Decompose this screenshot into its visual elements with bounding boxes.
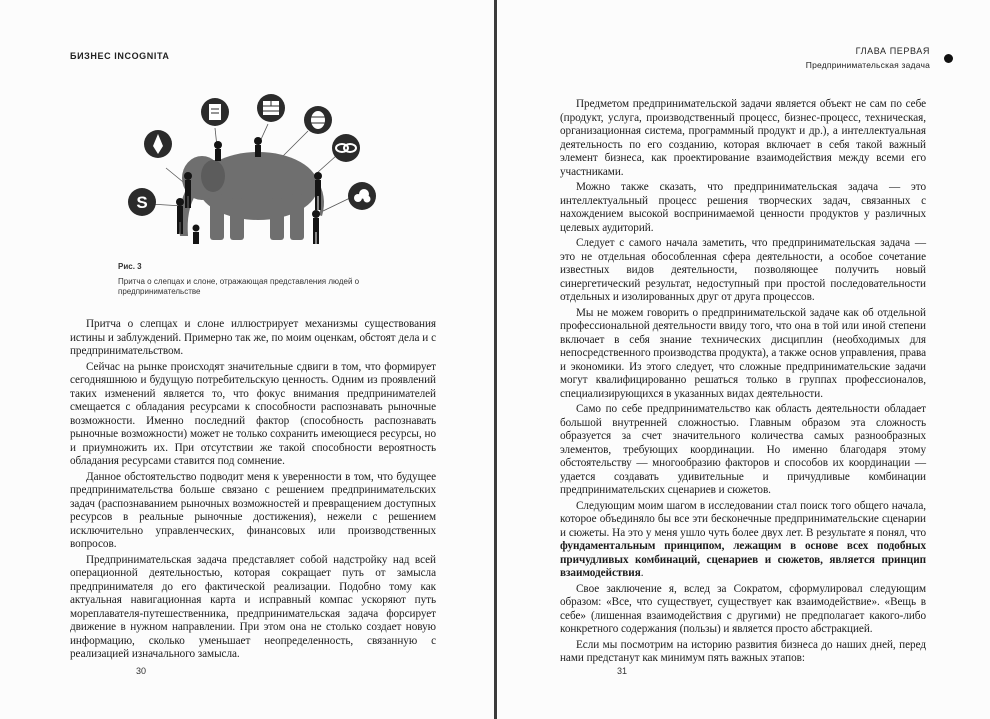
paragraph: Предметом предпринимательской задачи является объект не сам по себе (продукт, услуга, производственный процесс, бизнес-процесс, техническая, организационная система, программный продукт и др.), а интеллектуальная деятельность по его созданию, которая включает в себя такой важный элемент бизнеса, как проектирование взаимодействия между всеми его участниками.	[560, 98, 926, 178]
paragraph-with-bold	[560, 500, 926, 581]
pen-nib-icon	[144, 130, 172, 158]
paragraph: Можно также сказать, что предпринимательская задача — это интеллектуальный процесс решения творческих задач, связанных с нахождением высокой воспринимаемой ценности продуктов у различных целевых аудиторий.	[560, 181, 926, 234]
document-icon	[201, 98, 229, 126]
running-header-right	[806, 44, 930, 72]
figure-elephant-illustration	[118, 86, 388, 256]
text-run: Следующим моим шагом в исследовании стал поиск того общего начала, которое объединяло бы все эти бесконечные предпринимательские сценарии и сюжеты. На это у меня ушло чуть более двух лет. В результате я понял, что	[560, 499, 926, 539]
figure-caption	[118, 262, 398, 297]
paragraph: Мы не можем говорить о предпринимательской задаче как об отдельной профессиональной деятельности ввиду того, что она в той или иной степени включает в себя знание технических дисциплин (необходимых для непосредственного производства продукта), а также основ управления, права и экономики. Из этого следует, что сложные предпринимательские задачи могут квалифицированно решаться только в группах профессионалов, специализирующихся в указанных видах деятельности.	[560, 306, 926, 400]
paragraph: Данное обстоятельство подводит меня к уверенности в том, что будущее предпринимательства больше связано с решением предпринимательских задач (распознаванием рыночных возможностей и превращением доступных ресурсов в реальные рыночные достижения), нежели с решением исключительно управленческих, финансовых или производственных вопросов.	[70, 470, 436, 550]
text-run: .	[640, 567, 644, 579]
running-header-left: БИЗНЕС INCOGNITA	[70, 51, 170, 61]
paragraph: Сейчас на рынке происходят значительные сдвиги в том, что формирует сегодняшнюю и будущую потребительскую ценность. Одним из проявлений таких изменений является то, что фокус внимания предпринимателей смещается с обладания ресурсами к способности распознавать рыночные возможности. Именно последний фактор (способность распознавать рыночные возможности) может не только сохранить имеющиеся ресурсы, но и приумножить их. При отсутствии же такой способности вероятность обладания ресурсами ставится под сомнение.	[70, 360, 436, 467]
brick-wall-icon	[257, 94, 285, 122]
left-body-text	[70, 318, 436, 664]
paragraph: Если мы посмотрим на историю развития бизнеса до наших дней, перед нами предстанут как минимум пять важных этапов:	[560, 638, 926, 664]
right-page	[498, 0, 990, 719]
right-body-text	[560, 98, 926, 668]
chapter-bullet-icon	[944, 54, 953, 63]
paragraph: Предпринимательская задача представляет собой надстройку над всей операционной деятельностью, которая сокращает путь от замысла предпринимателя до его фактической реализации. Подобно тому как актуальная навигационная карта и исправный компас ускоряют путь мореплавателя-путешественника, предпринимательская задача форсирует движение в нужном направлении. При этом она не столько создает новую информацию, сколько уменьшает неопределенность, связанную с реализацией изначального замысла.	[70, 553, 436, 660]
barrel-icon	[304, 106, 332, 134]
figure-label: Рис. 3	[118, 262, 142, 271]
section-title: Предпринимательская задача	[805, 60, 930, 70]
paragraph: Притча о слепцах и слоне иллюстрирует механизмы существования истины и заблуждений. Примерно так же, по моим оценкам, обстоят дела и с предпринимательством.	[70, 318, 436, 357]
svg-text:S: S	[136, 193, 148, 212]
bold-principle: фундаментальным принципом, лежащим в основе всех подобных причудливых комбинаций, сценариев и сюжетов, является принцип взаимодействия	[560, 540, 926, 579]
paragraph: Свое заключение я, вслед за Сократом, сформулировал следующим образом: «Все, что существует, существует как взаимодействие». «Вещь в себе» (лишенная взаимодействия с другими) не предполагает какого-либо конкретного содержания (пользы) и является просто абстракцией.	[560, 582, 926, 635]
cloud-icon	[348, 182, 376, 210]
chapter-title: ГЛАВА ПЕРВАЯ	[855, 46, 930, 56]
dollar-icon	[128, 188, 156, 216]
book-spine	[494, 0, 497, 719]
paragraph: Следует с самого начала заметить, что предпринимательская задача — это не отдельная обособленная сфера деятельности, а особое сочетание известных видов деятельности, позволяющее получить новый синергетический результат, недоступный при простой последовательности отдельных и изолированных друг от друга процессов.	[560, 237, 926, 303]
figure-caption-text: Притча о слепцах и слоне, отражающая представления людей о предпринимательстве	[118, 277, 360, 296]
page-number-left: 30	[136, 666, 147, 676]
elephant	[179, 152, 324, 240]
page-number-right: 31	[617, 666, 628, 676]
chain-link-icon	[332, 134, 360, 162]
paragraph: Само по себе предпринимательство как область деятельности обладает большой внутренней сложностью. Главным образом эта сложность образуется за счет значительного количества самых разнообразных элементов, требующих координации. Но именно благодаря этому обстоятельству — многообразию факторов и способов их координации — удается создавать удивительные и причудливые комбинации предпринимательских сценариев и сюжетов.	[560, 403, 926, 496]
left-page	[0, 0, 494, 719]
